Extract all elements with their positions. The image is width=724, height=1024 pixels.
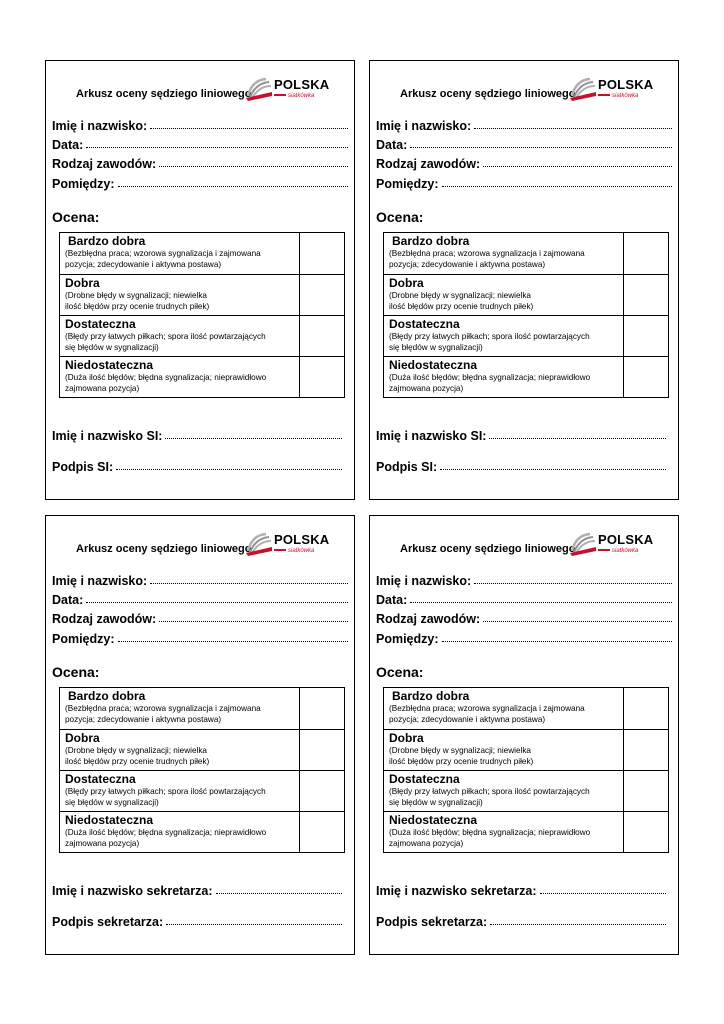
logo-main-text: POLSKA <box>274 77 330 92</box>
rating-checkbox[interactable] <box>624 357 668 397</box>
rating-title: Dobra <box>65 276 100 290</box>
rating-checkbox[interactable] <box>624 688 668 729</box>
volleyball-logo-icon <box>568 531 598 557</box>
rating-table <box>383 687 669 853</box>
logo-underline <box>598 549 610 551</box>
rating-description: (Błędy przy łatwych piłkach; spora ilość powtarzających się błędów w sygnalizacji) <box>389 332 590 352</box>
signer-name-field[interactable] <box>376 427 666 443</box>
rating-description: (Bezbłędna praca; wzorowa sygnalizacja i zajmowana pozycja; zdecydowanie i aktywna postawa) <box>65 704 261 724</box>
rating-checkbox[interactable] <box>300 316 344 356</box>
rating-description: (Duża ilość błędów; błędna sygnalizacja; nieprawidłowo zajmowana pozycja) <box>65 828 267 848</box>
rating-title: Bardzo dobra <box>68 234 146 248</box>
date-field-line[interactable] <box>410 147 672 148</box>
signature-field[interactable] <box>376 458 666 474</box>
name-field-label: Imię i nazwisko: <box>376 119 472 133</box>
signer-name-field[interactable] <box>52 882 342 898</box>
competition-type-label: Rodzaj zawodów: <box>52 612 157 626</box>
rating-heading: Ocena: <box>52 209 100 225</box>
rating-title: Bardzo dobra <box>392 689 470 703</box>
date-field[interactable] <box>52 591 348 607</box>
competition-type-line[interactable] <box>159 166 348 167</box>
signer-name-line[interactable] <box>489 438 666 439</box>
between-field-line[interactable] <box>442 641 672 642</box>
signature-line[interactable] <box>440 469 666 470</box>
rating-title: Niedostateczna <box>389 813 478 827</box>
date-field-line[interactable] <box>86 147 348 148</box>
between-field-line[interactable] <box>442 186 672 187</box>
polska-siatkowka-logo <box>244 74 344 106</box>
name-field-line[interactable] <box>474 128 672 129</box>
rating-row <box>60 770 344 811</box>
rating-row <box>60 315 344 356</box>
rating-checkbox[interactable] <box>300 233 344 274</box>
signature-label: Podpis SI: <box>376 460 438 474</box>
rating-title: Dostateczna <box>65 317 136 331</box>
sheet-title: Arkusz oceny sędziego liniowego <box>400 543 576 555</box>
rating-description: (Drobne błędy w sygnalizacji; niewielka ilość błędów przy ocenie trudnych piłek) <box>65 291 210 311</box>
date-field-line[interactable] <box>86 602 348 603</box>
date-field-label: Data: <box>52 593 84 607</box>
rating-row <box>60 688 344 729</box>
name-field[interactable] <box>376 572 672 588</box>
rating-desc-cell <box>384 275 624 315</box>
rating-row <box>60 811 344 852</box>
rating-checkbox[interactable] <box>300 275 344 315</box>
between-field-label: Pomiędzy: <box>52 177 115 191</box>
date-field-label: Data: <box>376 593 408 607</box>
logo-underline <box>598 94 610 96</box>
rating-desc-cell <box>384 730 624 770</box>
rating-checkbox[interactable] <box>300 357 344 397</box>
rating-heading: Ocena: <box>376 209 424 225</box>
rating-checkbox[interactable] <box>300 812 344 852</box>
sheet-title: Arkusz oceny sędziego liniowego <box>76 88 252 100</box>
logo-sub-text: siatkówka <box>288 548 315 554</box>
rating-row <box>384 356 668 397</box>
between-field[interactable] <box>376 175 672 191</box>
volleyball-logo-icon <box>568 76 598 102</box>
evaluation-card <box>45 515 355 955</box>
evaluation-card <box>369 60 679 500</box>
rating-desc-cell <box>60 688 300 729</box>
polska-siatkowka-logo <box>244 529 344 561</box>
rating-checkbox[interactable] <box>624 730 668 770</box>
rating-desc-cell <box>60 316 300 356</box>
name-field[interactable] <box>376 117 672 133</box>
signer-name-line[interactable] <box>216 893 343 894</box>
between-field[interactable] <box>52 175 348 191</box>
date-field[interactable] <box>376 136 672 152</box>
competition-type-field[interactable] <box>52 155 348 171</box>
date-field-label: Data: <box>376 138 408 152</box>
rating-desc-cell <box>60 771 300 811</box>
rating-desc-cell <box>60 233 300 274</box>
name-field-label: Imię i nazwisko: <box>376 574 472 588</box>
name-field-label: Imię i nazwisko: <box>52 574 148 588</box>
signature-field[interactable] <box>376 913 666 929</box>
competition-type-label: Rodzaj zawodów: <box>52 157 157 171</box>
card-header <box>76 74 346 104</box>
rating-description: (Duża ilość błędów; błędna sygnalizacja; nieprawidłowo zajmowana pozycja) <box>389 828 591 848</box>
rating-checkbox[interactable] <box>624 771 668 811</box>
rating-heading: Ocena: <box>376 664 424 680</box>
name-field-line[interactable] <box>150 128 348 129</box>
signature-label: Podpis sekretarza: <box>52 915 164 929</box>
rating-description: (Duża ilość błędów; błędna sygnalizacja; nieprawidłowo zajmowana pozycja) <box>389 373 591 393</box>
name-field-line[interactable] <box>150 583 348 584</box>
date-field[interactable] <box>52 136 348 152</box>
rating-description: (Błędy przy łatwych piłkach; spora ilość powtarzających się błędów w sygnalizacji) <box>65 787 266 807</box>
between-field-line[interactable] <box>118 641 348 642</box>
evaluation-card <box>45 60 355 500</box>
rating-row <box>60 729 344 770</box>
rating-table <box>59 232 345 398</box>
signer-name-label: Imię i nazwisko sekretarza: <box>376 884 537 898</box>
name-field[interactable] <box>52 117 348 133</box>
rating-desc-cell <box>384 357 624 397</box>
signer-name-field[interactable] <box>376 882 666 898</box>
rating-description: (Bezbłędna praca; wzorowa sygnalizacja i zajmowana pozycja; zdecydowanie i aktywna postawa) <box>65 249 261 269</box>
name-field-line[interactable] <box>474 583 672 584</box>
sheet-title: Arkusz oceny sędziego liniowego <box>76 543 252 555</box>
rating-title: Niedostateczna <box>65 358 154 372</box>
between-field-label: Pomiędzy: <box>52 632 115 646</box>
rating-checkbox[interactable] <box>300 688 344 729</box>
logo-sub-text: siatkówka <box>288 93 315 99</box>
rating-row <box>60 274 344 315</box>
rating-row <box>60 233 344 274</box>
rating-desc-cell <box>60 275 300 315</box>
signature-field[interactable] <box>52 913 342 929</box>
rating-row <box>60 356 344 397</box>
logo-sub-text: siatkówka <box>612 93 639 99</box>
card-header <box>76 529 346 559</box>
signer-name-line[interactable] <box>165 438 342 439</box>
signature-line[interactable] <box>166 924 342 925</box>
card-header <box>400 529 670 559</box>
rating-description: (Duża ilość błędów; błędna sygnalizacja; nieprawidłowo zajmowana pozycja) <box>65 373 267 393</box>
signature-line[interactable] <box>490 924 666 925</box>
rating-description: (Drobne błędy w sygnalizacji; niewielka ilość błędów przy ocenie trudnych piłek) <box>65 746 210 766</box>
rating-desc-cell <box>384 233 624 274</box>
rating-desc-cell <box>60 812 300 852</box>
rating-row <box>384 274 668 315</box>
competition-type-field[interactable] <box>52 610 348 626</box>
polska-siatkowka-logo <box>568 74 668 106</box>
competition-type-field[interactable] <box>376 610 672 626</box>
between-field-line[interactable] <box>118 186 348 187</box>
rating-row <box>384 315 668 356</box>
rating-row <box>384 770 668 811</box>
rating-desc-cell <box>384 316 624 356</box>
competition-type-line[interactable] <box>159 621 348 622</box>
rating-row <box>384 688 668 729</box>
between-field[interactable] <box>52 630 348 646</box>
logo-sub-text: siatkówka <box>612 548 639 554</box>
volleyball-logo-icon <box>244 76 274 102</box>
date-field[interactable] <box>376 591 672 607</box>
signer-name-line[interactable] <box>540 893 667 894</box>
rating-title: Bardzo dobra <box>68 689 146 703</box>
rating-title: Niedostateczna <box>65 813 154 827</box>
rating-description: (Drobne błędy w sygnalizacji; niewielka ilość błędów przy ocenie trudnych piłek) <box>389 291 534 311</box>
rating-description: (Drobne błędy w sygnalizacji; niewielka ilość błędów przy ocenie trudnych piłek) <box>389 746 534 766</box>
rating-checkbox[interactable] <box>624 812 668 852</box>
name-field[interactable] <box>52 572 348 588</box>
signer-name-field[interactable] <box>52 427 342 443</box>
logo-underline <box>274 549 286 551</box>
rating-description: (Błędy przy łatwych piłkach; spora ilość powtarzających się błędów w sygnalizacji) <box>65 332 266 352</box>
rating-checkbox[interactable] <box>624 275 668 315</box>
competition-type-label: Rodzaj zawodów: <box>376 612 481 626</box>
logo-main-text: POLSKA <box>598 532 654 547</box>
rating-checkbox[interactable] <box>624 233 668 274</box>
volleyball-logo-icon <box>244 531 274 557</box>
rating-description: (Błędy przy łatwych piłkach; spora ilość powtarzających się błędów w sygnalizacji) <box>389 787 590 807</box>
competition-type-line[interactable] <box>483 621 672 622</box>
rating-checkbox[interactable] <box>300 730 344 770</box>
rating-title: Dobra <box>65 731 100 745</box>
rating-desc-cell <box>60 357 300 397</box>
rating-table <box>383 232 669 398</box>
polska-siatkowka-logo <box>568 529 668 561</box>
rating-heading: Ocena: <box>52 664 100 680</box>
date-field-label: Data: <box>52 138 84 152</box>
signer-name-label: Imię i nazwisko SI: <box>52 429 163 443</box>
rating-title: Dobra <box>389 731 424 745</box>
rating-description: (Bezbłędna praca; wzorowa sygnalizacja i zajmowana pozycja; zdecydowanie i aktywna postawa) <box>389 249 585 269</box>
rating-desc-cell <box>384 688 624 729</box>
card-header <box>400 74 670 104</box>
rating-title: Bardzo dobra <box>392 234 470 248</box>
rating-title: Niedostateczna <box>389 358 478 372</box>
name-field-label: Imię i nazwisko: <box>52 119 148 133</box>
evaluation-card <box>369 515 679 955</box>
rating-table <box>59 687 345 853</box>
rating-description: (Bezbłędna praca; wzorowa sygnalizacja i zajmowana pozycja; zdecydowanie i aktywna postawa) <box>389 704 585 724</box>
rating-desc-cell <box>384 812 624 852</box>
rating-checkbox[interactable] <box>624 316 668 356</box>
between-field-label: Pomiędzy: <box>376 177 439 191</box>
signature-field[interactable] <box>52 458 342 474</box>
rating-desc-cell <box>384 771 624 811</box>
signer-name-label: Imię i nazwisko SI: <box>376 429 487 443</box>
logo-main-text: POLSKA <box>598 77 654 92</box>
rating-title: Dostateczna <box>65 772 136 786</box>
rating-title: Dobra <box>389 276 424 290</box>
between-field[interactable] <box>376 630 672 646</box>
rating-row <box>384 233 668 274</box>
competition-type-line[interactable] <box>483 166 672 167</box>
signer-name-label: Imię i nazwisko sekretarza: <box>52 884 213 898</box>
logo-underline <box>274 94 286 96</box>
sheet-title: Arkusz oceny sędziego liniowego <box>400 88 576 100</box>
competition-type-label: Rodzaj zawodów: <box>376 157 481 171</box>
between-field-label: Pomiędzy: <box>376 632 439 646</box>
competition-type-field[interactable] <box>376 155 672 171</box>
date-field-line[interactable] <box>410 602 672 603</box>
rating-row <box>384 729 668 770</box>
logo-main-text: POLSKA <box>274 532 330 547</box>
rating-title: Dostateczna <box>389 317 460 331</box>
rating-desc-cell <box>60 730 300 770</box>
signature-line[interactable] <box>116 469 342 470</box>
signature-label: Podpis sekretarza: <box>376 915 488 929</box>
rating-title: Dostateczna <box>389 772 460 786</box>
signature-label: Podpis SI: <box>52 460 114 474</box>
rating-row <box>384 811 668 852</box>
rating-checkbox[interactable] <box>300 771 344 811</box>
